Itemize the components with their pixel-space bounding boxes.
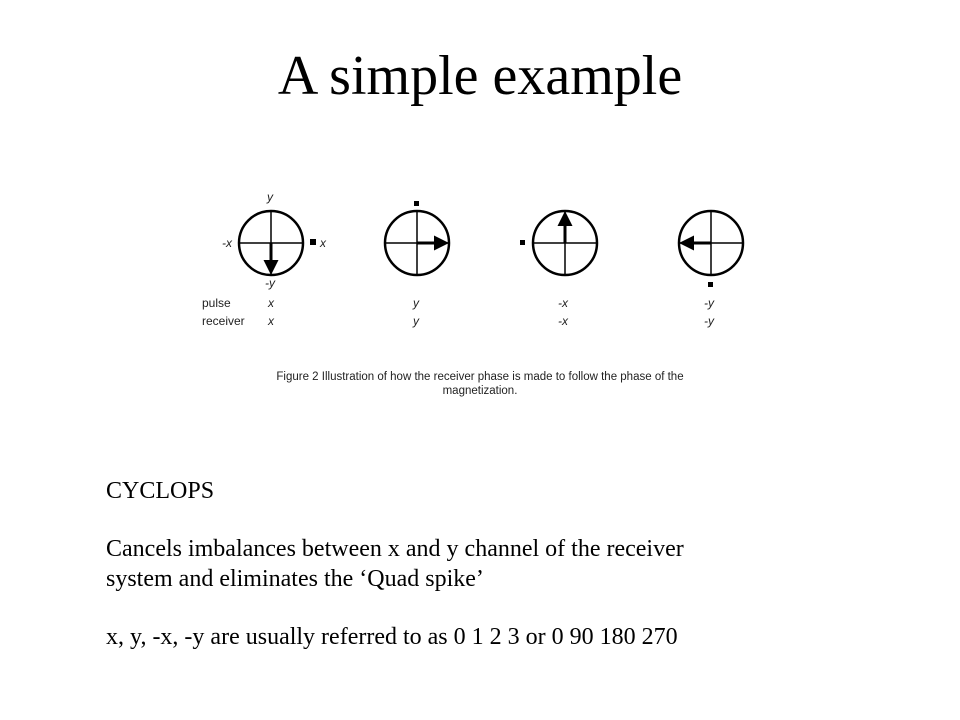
row-label-receiver: receiver	[202, 314, 245, 328]
figure-caption	[210, 370, 750, 398]
receiver-marker	[310, 239, 316, 245]
receiver-marker	[708, 282, 713, 287]
paragraph-line: system and eliminates the ‘Quad spike’	[106, 566, 484, 592]
receiver-phase-2: y	[413, 314, 419, 328]
pulse-phase-2: y	[413, 296, 419, 310]
receiver-phase-4: -y	[704, 314, 714, 328]
row-label-pulse: pulse	[202, 296, 231, 310]
receiver-phase-3: -x	[558, 314, 568, 328]
axis-label-x: x	[320, 236, 326, 250]
section-heading: CYCLOPS	[106, 478, 215, 504]
caption-line: magnetization.	[442, 385, 518, 397]
caption-line: Figure 2 Illustration of how the receiver phase is made to follow the phase of the	[276, 371, 684, 383]
axis-label-neg-x: -x	[222, 236, 232, 250]
paragraph-line: Cancels imbalances between x and y channel of the receiver	[106, 536, 684, 562]
pulse-phase-4: -y	[704, 296, 714, 310]
pulse-phase-3: -x	[558, 296, 568, 310]
paragraph-2: x, y, -x, -y are usually referred to as 0 1 2 3 or 0 90 180 270	[106, 624, 678, 650]
receiver-marker	[414, 201, 419, 206]
pulse-phase-1: x	[268, 296, 274, 310]
axis-label-neg-y: -y	[265, 276, 275, 290]
phase-diagram-4	[679, 211, 743, 287]
phase-diagram-2	[385, 201, 449, 275]
receiver-phase-1: x	[268, 314, 274, 328]
phase-diagram-1	[222, 190, 327, 290]
phase-cycle-diagram	[0, 180, 960, 345]
slide-title: A simple example	[277, 45, 683, 107]
phase-diagram-3	[520, 211, 597, 275]
receiver-marker	[520, 240, 525, 245]
axis-label-y: y	[267, 190, 273, 204]
paragraph-1	[106, 534, 906, 594]
